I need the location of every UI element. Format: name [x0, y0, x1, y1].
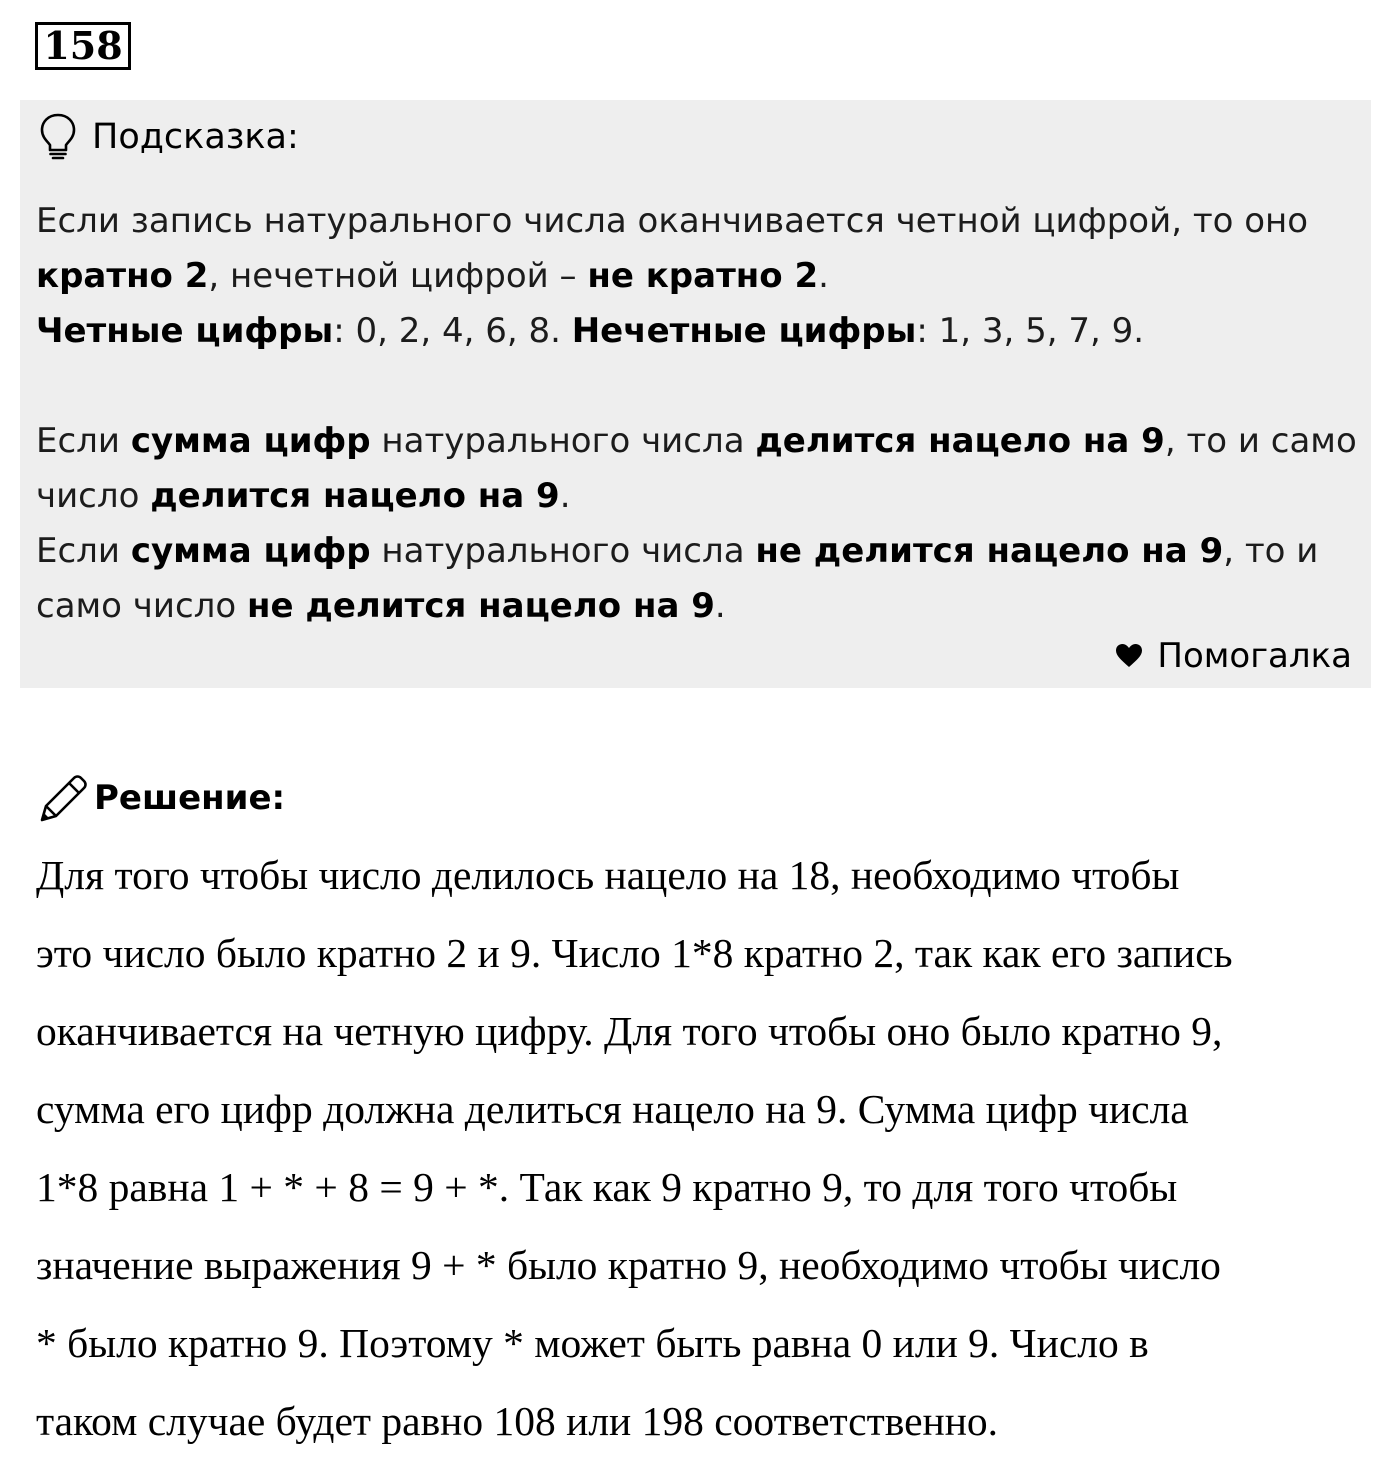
hint-text-span: Если запись натурального числа оканчивается четной цифрой, то оно — [36, 201, 1309, 241]
hint-bold-span: Нечетные цифры — [571, 311, 917, 351]
solution-line: * было кратно 9. Поэтому * может быть равна 0 или 9. Число в — [36, 1320, 1149, 1366]
hint-text-span: натурального числа — [370, 421, 756, 461]
hint-text — [36, 194, 1366, 634]
pencil-icon — [38, 772, 90, 824]
brand-name: Помогалка — [1157, 636, 1352, 676]
hint-text-span: . — [559, 476, 571, 516]
hint-bold-span: Четные цифры — [36, 311, 334, 351]
hint-box — [20, 100, 1371, 688]
solution-line: это число было кратно 2 и 9. Число 1*8 кратно 2, так как его запись — [36, 930, 1233, 976]
hint-paragraph-digits — [36, 304, 1366, 359]
hint-header — [38, 112, 299, 162]
hint-text-span: : 1, 3, 5, 7, 9. — [916, 311, 1145, 351]
hint-bold-span: не делится нацело на 9 — [247, 586, 715, 626]
hint-paragraph-not-divisible — [36, 524, 1366, 634]
hint-paragraph-divisible — [36, 414, 1366, 524]
solution-line: сумма его цифр должна делиться нацело на 9. Сумма цифр числа — [36, 1086, 1189, 1132]
solution-line: 1*8 равна 1 + * + 8 = 9 + *. Так как 9 кратно 9, то для того чтобы — [36, 1164, 1178, 1210]
hint-text-span: натурального числа — [370, 531, 756, 571]
hint-text-span: , то и само число — [36, 531, 1319, 626]
hint-text-span: : 0, 2, 4, 6, 8. — [333, 311, 572, 351]
lightbulb-icon — [38, 112, 78, 162]
task-number: 158 — [35, 22, 131, 70]
solution-line: Для того чтобы число делилось нацело на 18, необходимо чтобы — [36, 852, 1180, 898]
heart-icon — [1115, 643, 1143, 669]
hint-bold-span: делится нацело на 9 — [755, 421, 1165, 461]
solution-text — [36, 836, 1366, 1460]
hint-text-span: Если — [36, 531, 131, 571]
hint-bold-span: сумма цифр — [130, 421, 371, 461]
hint-bold-span: не кратно 2 — [587, 256, 819, 296]
hint-bold-span: не делится нацело на 9 — [755, 531, 1224, 571]
paragraph-gap — [36, 359, 1366, 414]
hint-title: Подсказка: — [92, 117, 299, 157]
solution-title: Решение: — [94, 778, 286, 818]
hint-text-span: , нечетной цифрой – — [208, 256, 588, 296]
hint-bold-span: делится нацело на 9 — [150, 476, 560, 516]
solution-line: оканчивается на четную цифру. Для того чтобы оно было кратно 9, — [36, 1008, 1223, 1054]
hint-bold-span: сумма цифр — [130, 531, 371, 571]
brand-label — [1115, 636, 1352, 676]
hint-text-span: Если — [36, 421, 131, 461]
hint-text-span: , то и само число — [36, 421, 1357, 516]
hint-bold-span: кратно 2 — [36, 256, 209, 296]
solution-line: таком случае будет равно 108 или 198 соответственно. — [36, 1398, 999, 1444]
solution-line: значение выражения 9 + * было кратно 9, необходимо чтобы число — [36, 1242, 1221, 1288]
hint-text-span: . — [818, 256, 829, 296]
hint-text-span: . — [714, 586, 726, 626]
solution-header — [38, 770, 285, 826]
hint-paragraph-parity — [36, 194, 1366, 304]
